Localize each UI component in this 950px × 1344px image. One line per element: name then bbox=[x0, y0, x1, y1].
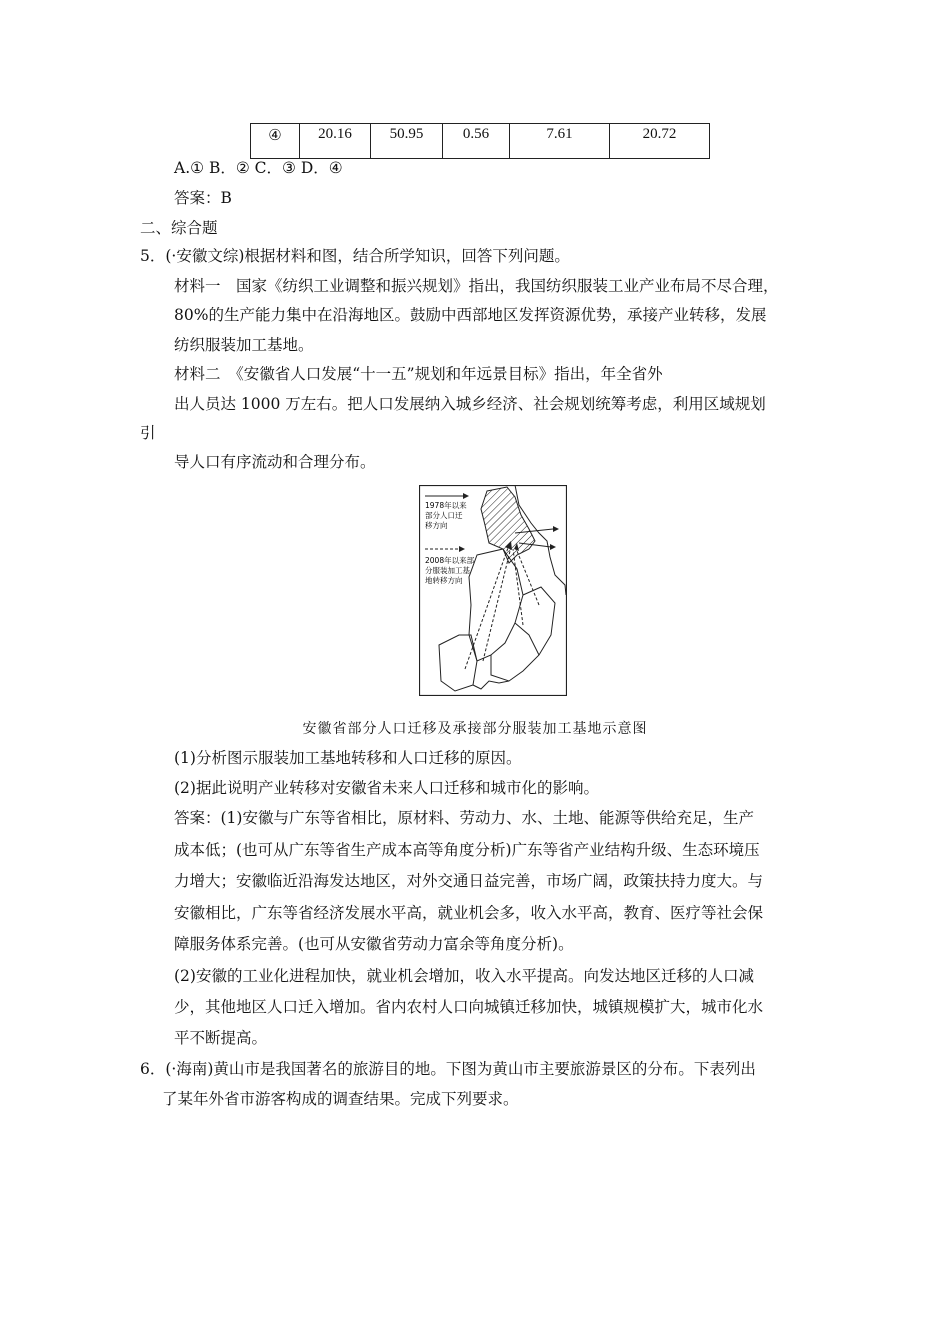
question-6-line: 6．(·海南)黄山市是我国著名的旅游目的地。下图为黄山市主要旅游景区的分布。下表列出 bbox=[140, 1060, 756, 1078]
data-table bbox=[250, 123, 710, 159]
answer-text-line: 平不断提高。 bbox=[174, 1029, 268, 1047]
section-heading: 二、综合题 bbox=[140, 219, 218, 237]
answer-text-line: 答案：(1)安徽与广东等省相比，原材料、劳动力、水、土地、能源等供给充足，生产 bbox=[174, 809, 754, 827]
answer-text-line: 成本低；(也可从广东等省生产成本高等角度分析)广东等省产业结构升级、生态环境压 bbox=[174, 841, 760, 859]
material-1-line: 纺织服装加工基地。 bbox=[174, 336, 314, 354]
legend-text: 分服装加工基 bbox=[425, 566, 470, 575]
table-cell: 20.72 bbox=[610, 124, 710, 159]
material-2-line: 引 bbox=[140, 424, 156, 442]
material-1-line: 80%的生产能力集中在沿海地区。鼓励中西部地区发挥资源优势，承接产业转移，发展 bbox=[174, 306, 767, 324]
material-2-line: 材料二 《安徽省人口发展“十一五”规划和年远景目标》指出，年全省外 bbox=[174, 365, 663, 383]
table-cell: 20.16 bbox=[300, 124, 371, 159]
answer-text-line: 少，其他地区人口迁入增加。省内农村人口向城镇迁移加快，城镇规模扩大，城市化水 bbox=[174, 998, 764, 1016]
answer-options: A.① B．② C．③ D．④ bbox=[174, 159, 343, 177]
figure-caption: 安徽省部分人口迁移及承接部分服装加工基地示意图 bbox=[302, 721, 648, 737]
answer-line: 答案：B bbox=[174, 189, 232, 207]
table-cell: 50.95 bbox=[371, 124, 443, 159]
question-6-line: 了某年外省市游客构成的调查结果。完成下列要求。 bbox=[162, 1090, 519, 1108]
legend-text: 2008年以来部 bbox=[425, 556, 475, 565]
table-cell: 0.56 bbox=[443, 124, 510, 159]
legend-text: 地转移方向 bbox=[425, 576, 463, 585]
legend-text: 1978年以来 bbox=[425, 501, 467, 510]
sub-question-1: (1)分析图示服装加工基地转移和人口迁移的原因。 bbox=[174, 749, 522, 767]
answer-text-line: (2)安徽的工业化进程加快，就业机会增加，收入水平提高。向发达地区迁移的人口减 bbox=[174, 967, 754, 985]
migration-map bbox=[419, 485, 567, 696]
table-cell: 7.61 bbox=[510, 124, 610, 159]
answer-text-line: 力增大；安徽临近沿海发达地区，对外交通日益完善，市场广阔，政策扶持力度大。与 bbox=[174, 872, 764, 890]
table-row bbox=[251, 124, 710, 159]
material-2-line: 出人员达 1000 万左右。把人口发展纳入城乡经济、社会规划统筹考虑，利用区域规划 bbox=[174, 395, 766, 413]
sub-question-2: (2)据此说明产业转移对安徽省未来人口迁移和城市化的影响。 bbox=[174, 779, 599, 797]
legend-text: 部分人口迁 bbox=[425, 511, 463, 520]
answer-text-line: 安徽相比，广东等省经济发展水平高，就业机会多，收入水平高，教育、医疗等社会保 bbox=[174, 904, 764, 922]
table-cell: ④ bbox=[251, 124, 300, 159]
material-2-line: 导人口有序流动和合理分布。 bbox=[174, 453, 376, 471]
legend-text: 移方向 bbox=[425, 521, 448, 530]
material-1-line: 材料一 国家《纺织工业调整和振兴规划》指出，我国纺织服装工业产业布局不尽合理， bbox=[174, 277, 779, 295]
answer-text-line: 障服务体系完善。(也可从安徽省劳动力富余等角度分析)。 bbox=[174, 935, 574, 953]
question-5-intro: 5．(·安徽文综)根据材料和图，结合所学知识，回答下列问题。 bbox=[140, 247, 570, 265]
